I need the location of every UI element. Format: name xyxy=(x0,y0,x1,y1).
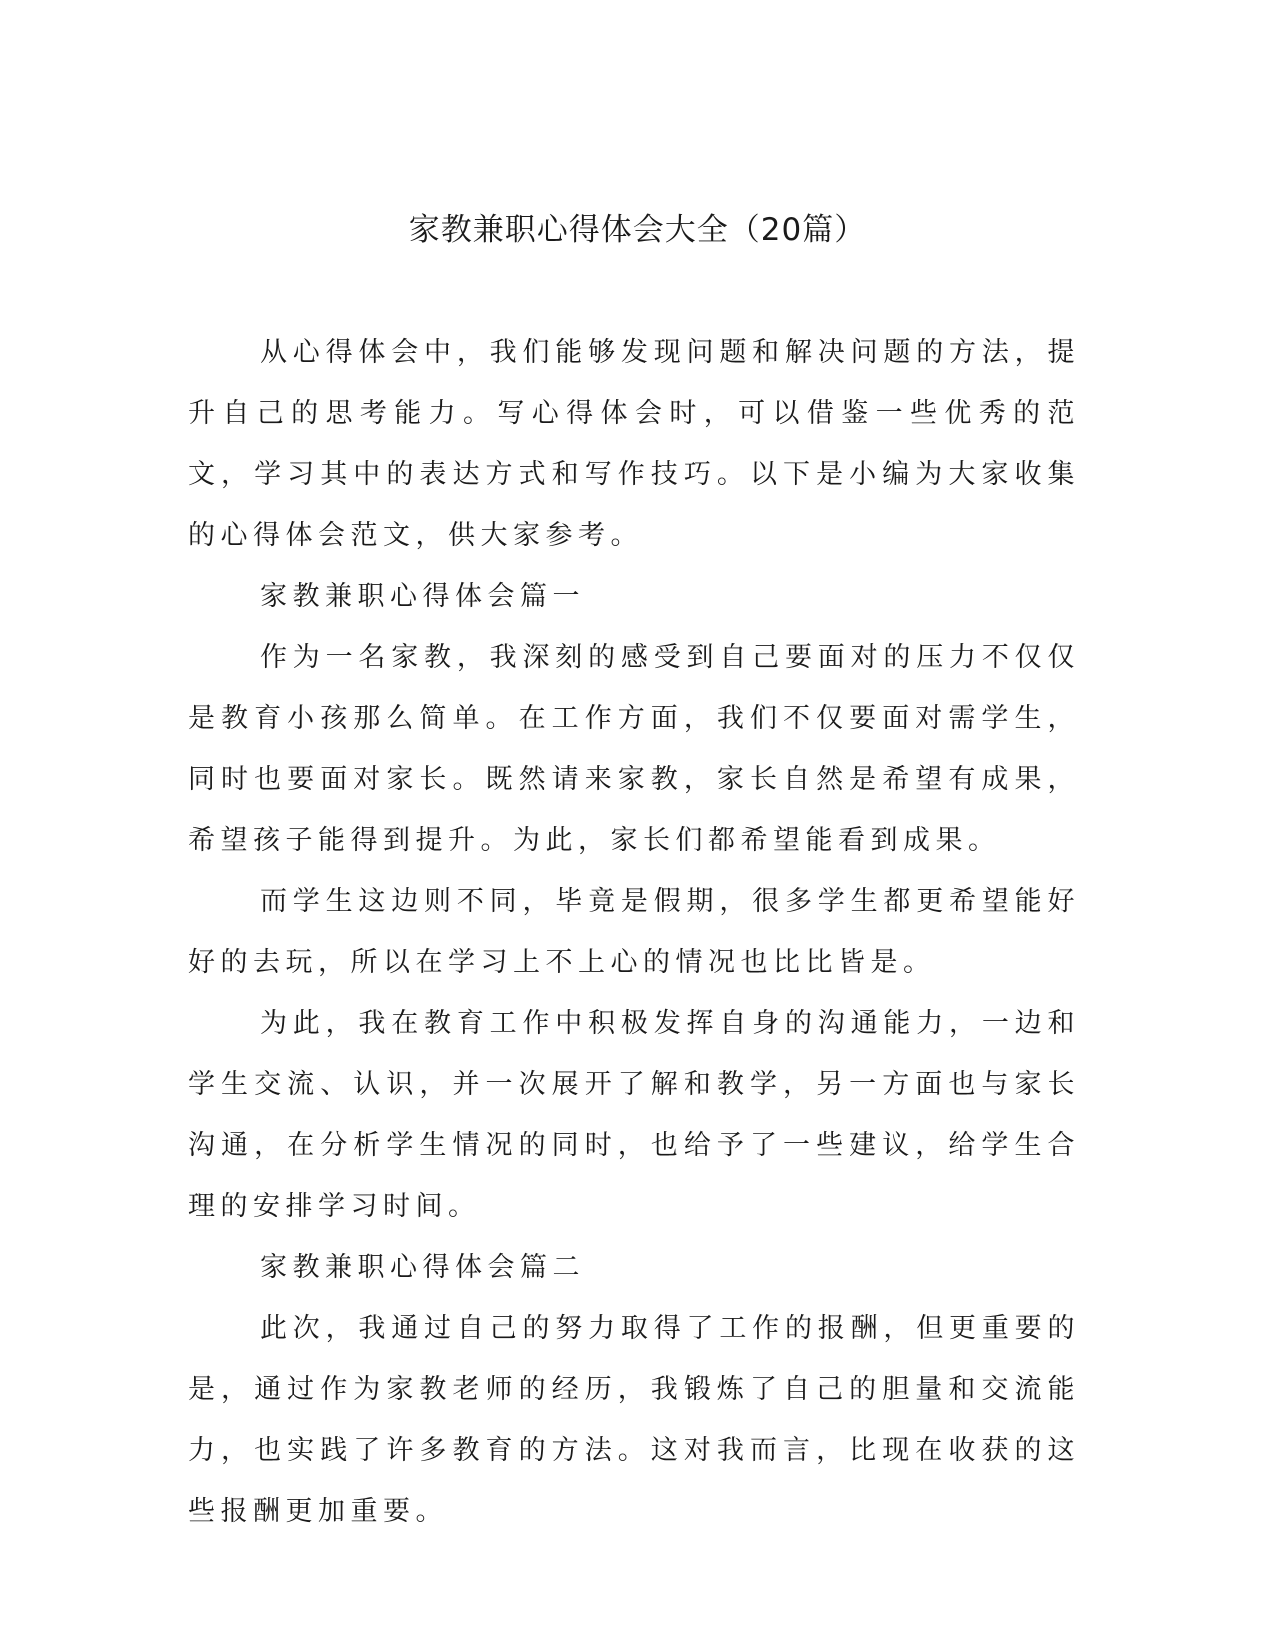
paragraph: 为此，我在教育工作中积极发挥自身的沟通能力，一边和学生交流、认识，并一次展开了解和教学，另一方面也与家长沟通，在分析学生情况的同时，也给予了一些建议，给学生合理的安排学习时间。 xyxy=(188,1008,1080,1222)
intro-paragraph: 从心得体会中，我们能够发现问题和解决问题的方法，提升自己的思考能力。写心得体会时，可以借鉴一些优秀的范文，学习其中的表达方式和写作技巧。以下是小编为大家收集的心得体会范文，供大家参考。 xyxy=(188,337,1080,551)
paragraph: 而学生这边则不同，毕竟是假期，很多学生都更希望能好好的去玩，所以在学习上不上心的情况也比比皆是。 xyxy=(188,886,1080,978)
paragraph: 作为一名家教，我深刻的感受到自己要面对的压力不仅仅是教育小孩那么简单。在工作方面，我们不仅要面对需学生，同时也要面对家长。既然请来家教，家长自然是希望有成果，希望孩子能得到提升。为此，家长们都希望能看到成果。 xyxy=(188,642,1080,856)
document-body xyxy=(188,322,1080,1542)
section-heading-2: 家教兼职心得体会篇二 xyxy=(260,1252,585,1283)
document-title: 家教兼职心得体会大全（20篇） xyxy=(408,212,867,248)
section-heading-1: 家教兼职心得体会篇一 xyxy=(260,581,585,612)
paragraph: 此次，我通过自己的努力取得了工作的报酬，但更重要的是，通过作为家教老师的经历，我锻炼了自己的胆量和交流能力，也实践了许多教育的方法。这对我而言，比现在收获的这些报酬更加重要。 xyxy=(188,1313,1080,1527)
